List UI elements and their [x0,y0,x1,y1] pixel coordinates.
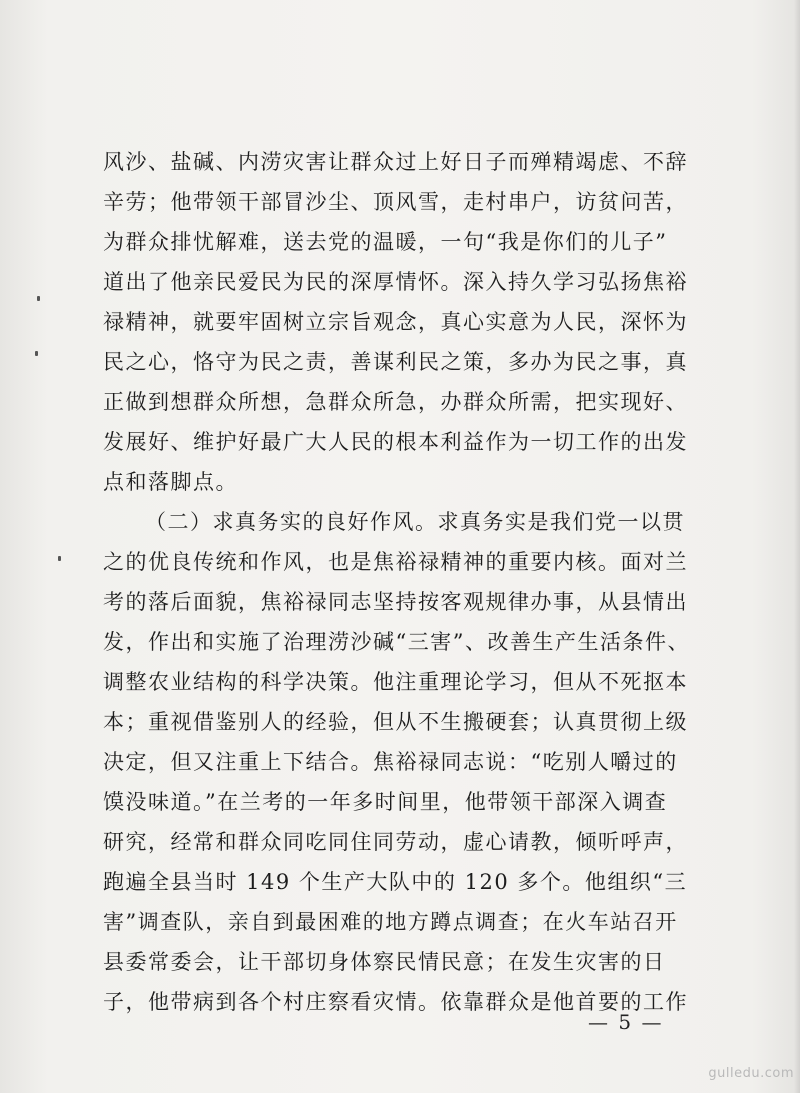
text-line: 害”调查队，亲自到最困难的地方蹲点调查；在火车站召开 [103,910,678,934]
text-line: 正做到想群众所想，急群众所急，办群众所需，把实现好、 [103,390,688,414]
text-line: 考的落后面貌，焦裕禄同志坚持按客观规律办事，从县情出 [103,590,688,614]
text-line: 跑遍全县当时 149 个生产大队中的 120 多个。他组织“三 [103,870,688,894]
document-body [103,142,693,1022]
scan-speck [58,556,61,561]
text-line: 决定，但又注重上下结合。焦裕禄同志说：“吃别人嚼过的 [103,750,678,774]
text-line: 子，他带病到各个村庄察看灾情。依靠群众是他首要的工作 [103,990,688,1014]
text-line: 发展好、维护好最广大人民的根本利益作为一切工作的出发 [103,430,688,454]
text-line: 研究，经常和群众同吃同住同劳动，虚心请教，倾听呼声， [103,830,688,854]
text-line: 之的优良传统和作风，也是焦裕禄精神的重要内核。面对兰 [103,550,688,574]
scan-speck [35,351,38,356]
scan-speck [37,296,40,301]
text-line: 点和落脚点。 [103,470,238,494]
text-line: 调整农业结构的科学决策。他注重理论学习，但从不死抠本 [103,670,688,694]
text-line: 风沙、盐碱、内涝灾害让群众过上好日子而殚精竭虑、不辞 [103,150,688,174]
text-line: 民之心，恪守为民之责，善谋利民之策，多办为民之事，真 [103,350,688,374]
text-line: 本；重视借鉴别人的经验，但从不生搬硬套；认真贯彻上级 [103,710,688,734]
text-line: 发，作出和实施了治理涝沙碱“三害”、改善生产生活条件、 [103,630,690,654]
text-line: 为群众排忧解难，送去党的温暖，一句“我是你们的儿子” [103,230,668,254]
text-line: 辛劳；他带领干部冒沙尘、顶风雪，走村串户，访贫问苦， [103,190,688,214]
text-line: 道出了他亲民爱民为民的深厚情怀。深入持久学习弘扬焦裕 [103,270,688,294]
text-line: 馍没味道。”在兰考的一年多时间里，他带领干部深入调查 [103,790,668,814]
text-line: 县委常委会，让干部切身体察民情民意；在发生灾害的日 [103,950,666,974]
page-number: — 5 — [588,1010,664,1034]
section-heading-line: （二）求真务实的良好作风。求真务实是我们党一以贯 [145,510,685,534]
scan-edge-shadow [794,0,800,1093]
text-line: 禄精神，就要牢固树立宗旨观念，真心实意为人民，深怀为 [103,310,688,334]
watermark-text: gulledu.com [708,1066,794,1081]
